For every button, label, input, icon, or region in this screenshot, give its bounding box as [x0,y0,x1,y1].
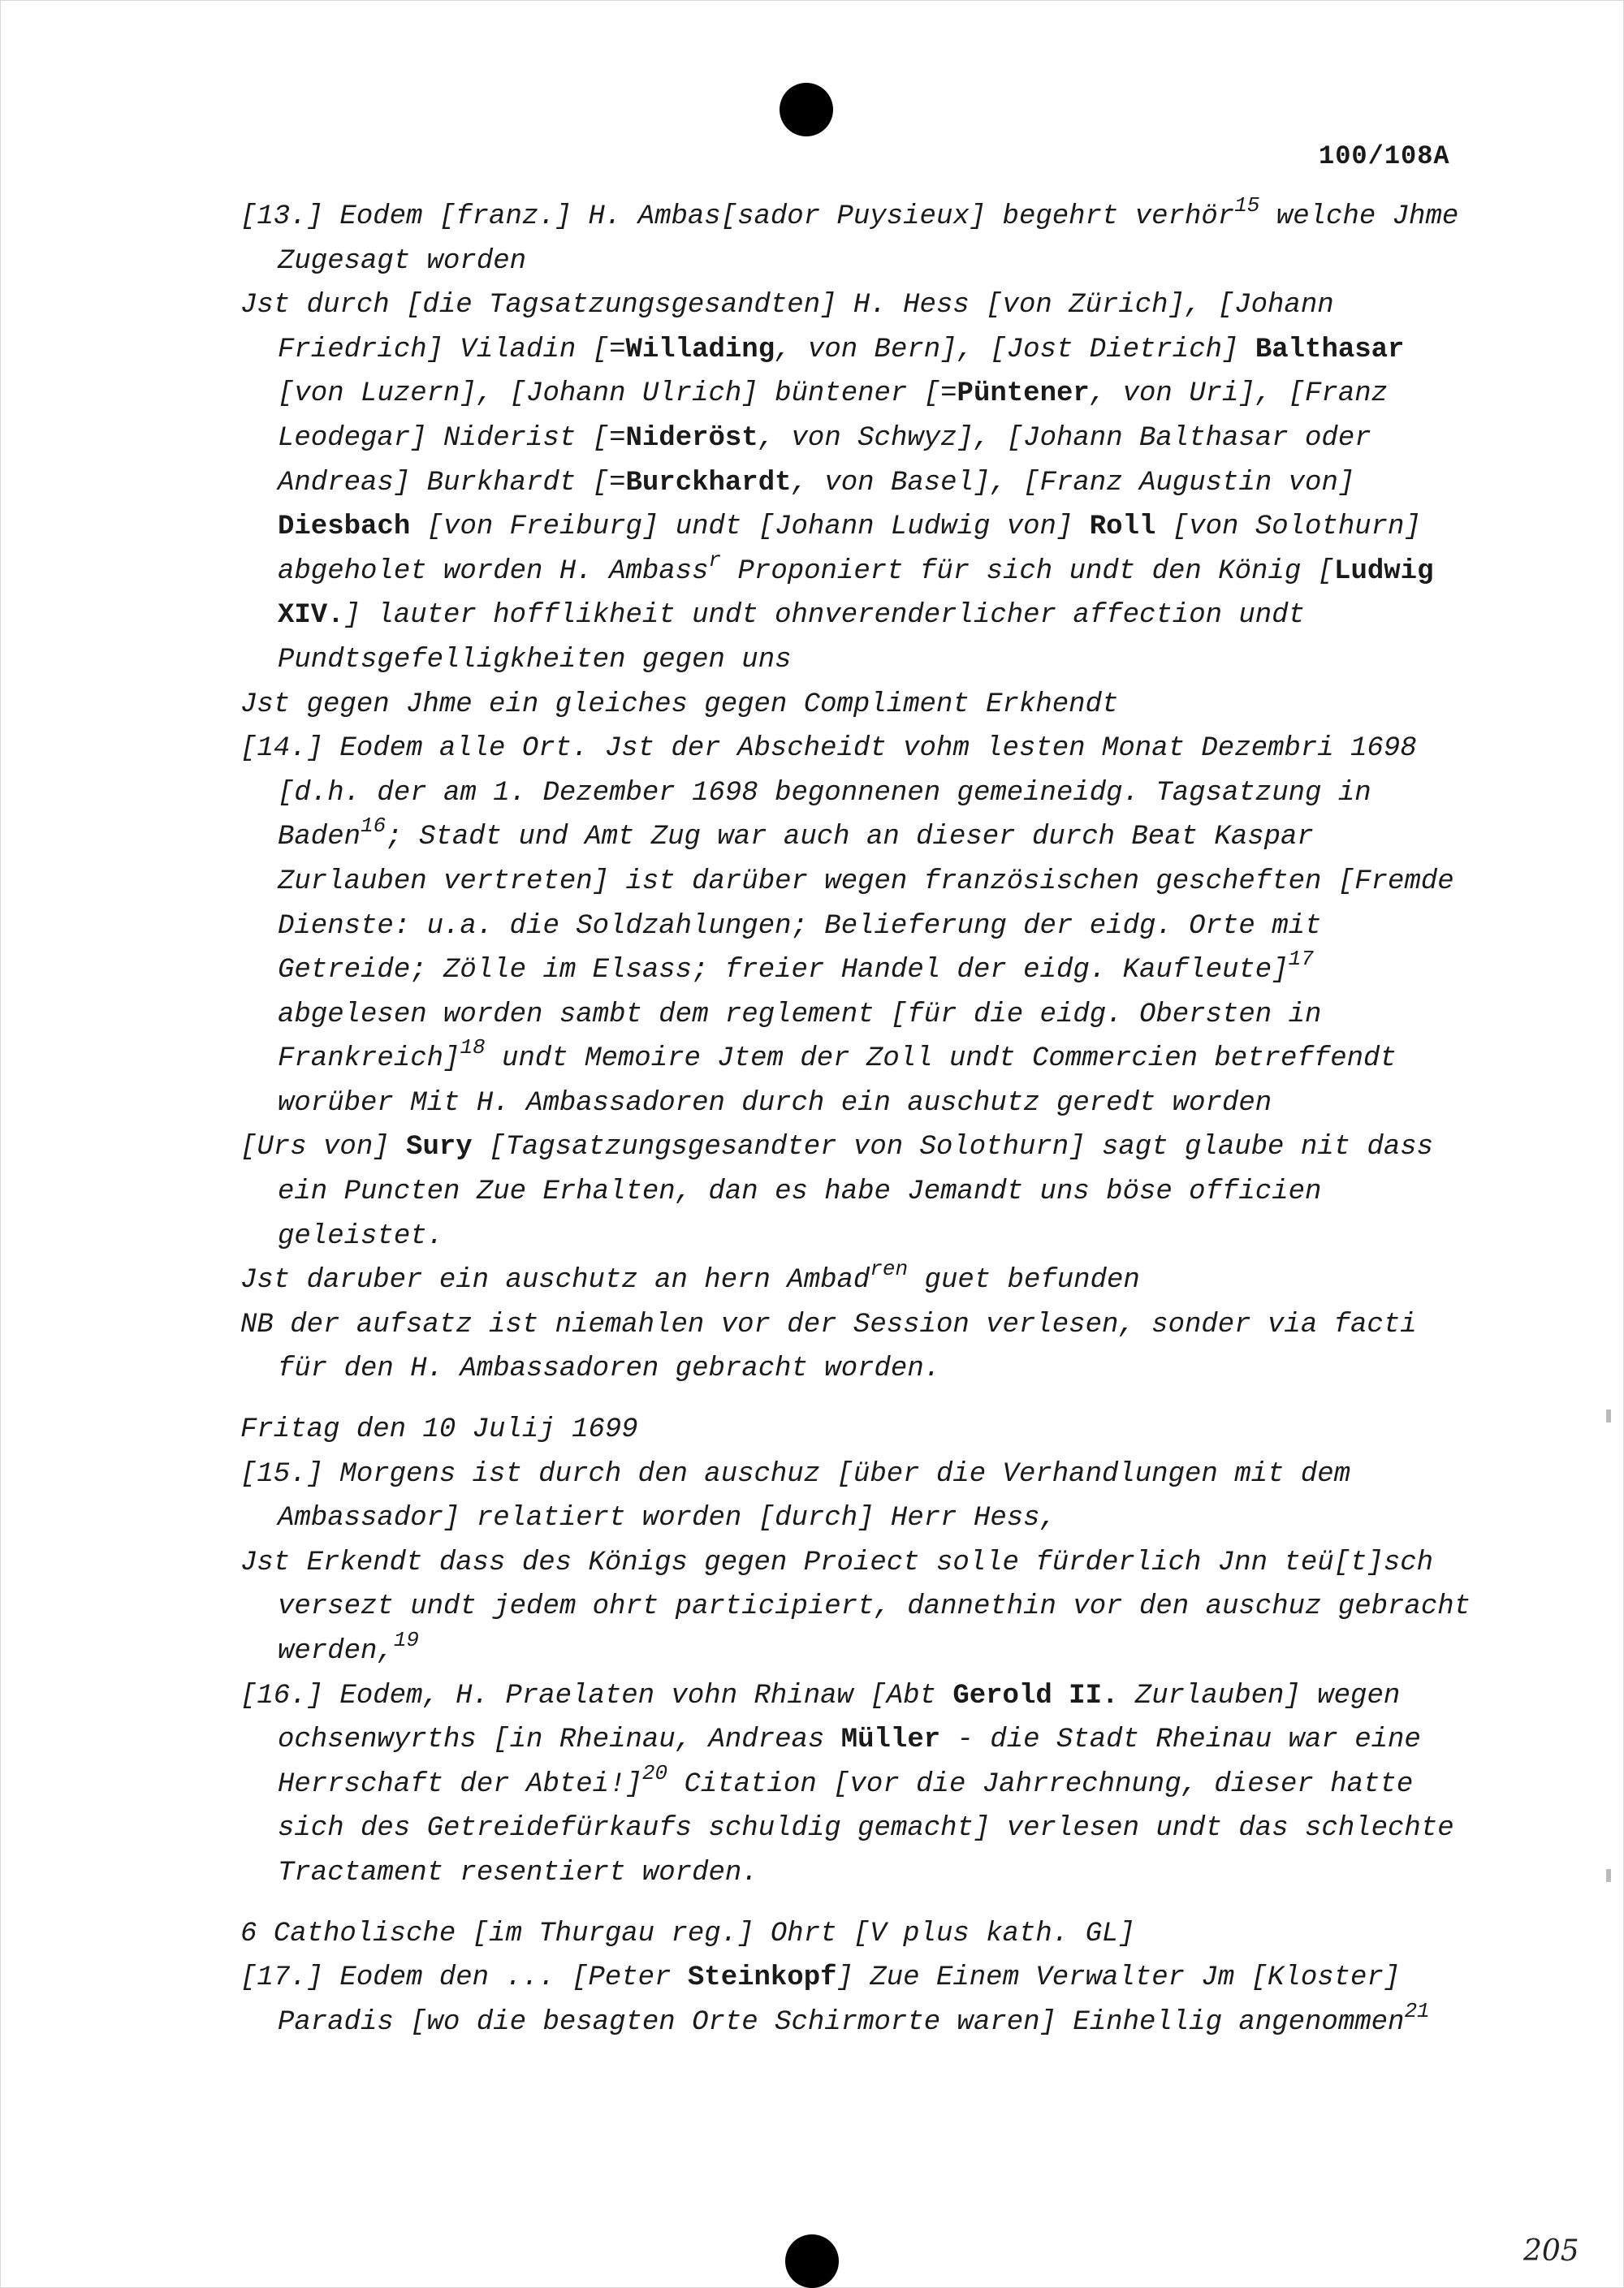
punch-hole-top [780,83,833,136]
name-bold: Balthasar [1255,334,1405,365]
paragraph: [16.] Eodem, H. Praelaten vohn Rhinaw [Abt Gerold II. Zurlauben] wegen ochsenwyrths [in Rheinau, Andreas Müller - die Stadt Rheinau war eine Herrschaft der Abtei!]$^{20}$ Citation [vor die Jahrrechnung, dieser hatte sich des Getreidefürkaufs schuldig gemacht] verlesen undt das schlechte Tractament resentiert worden. [240,1680,1454,1889]
paragraph: Jst gegen Jhme ein gleiches gegen Compliment Erkhendt [240,689,1119,720]
document-body [240,195,1475,2044]
paragraph: Jst durch [die Tagsatzungsgesandten] H. Hess [von Zürich], [Johann Friedrich] Viladin [=Willading, von Bern], [Jost Dietrich] Balthasar [von Luzern], [Johann Ulrich] büntener [=Püntener, von Uri], [Franz Leodegar] Niderist [=Nideröst, von Schwyz], [Johann Balthasar oder Andreas] Burkhardt [=Burckhardt, von Basel], [Franz Augustin von] Diesbach [von Freiburg] undt [Johann Ludwig von] Roll [von Solothurn] abgeholet worden H. Ambass$^r$ Proponiert für sich undt den König [Ludwig XIV.] lauter hofflikheit undt ohnverenderlicher affection undt Pundtsgefelligkheiten gegen uns [240,290,1434,676]
footnote-ref: 15 [1234,193,1260,218]
entry-16 [240,1674,1475,1896]
name-bold: Sury [406,1132,473,1163]
handwritten-page-number: 205 [1523,2234,1579,2268]
superscript: r [708,547,722,572]
section-heading: 6 Catholische [im Thurgau reg.] Ohrt [V plus kath. GL] [240,1918,1135,1949]
paragraph: [Urs von] Sury [Tagsatzungsgesandter von Solothurn] sagt glaube nit dass ein Puncten Zue Erhalten, dan es habe Jemandt uns böse officien geleistet. [240,1132,1434,1252]
name-bold: Püntener [957,378,1090,410]
name-bold: Nideröst [625,422,758,454]
margin-tick [1606,1869,1611,1882]
punch-hole-bottom [785,2234,839,2288]
paragraph: Jst Erkendt dass des Königs gegen Proiect solle fürderlich Jnn teü[t]sch versezt undt jedem ohrt participiert, dannethin vor den auschuz gebracht werden,$^{19}$ [240,1547,1471,1667]
paragraph: NB der aufsatz ist niemahlen vor der Session verlesen, sonder via facti für den H. Ambassadoren gebracht worden. [240,1309,1417,1385]
paragraph: [15.] Morgens ist durch den auschuz [über die Verhandlungen mit dem Ambassador] relatiert worden [durch] Herr Hess, [240,1458,1351,1535]
paragraph: [14.] Eodem alle Ort. Jst der Abscheidt vohm lesten Monat Dezembri 1698 [d.h. der am 1. Dezember 1698 begonnenen gemeineidg. Tagsatzung in Baden$^{16}$; Stadt und Amt Zug war auch an dieser durch Beat Kaspar Zurlauben vertreten] ist darüber wegen französischen gescheften [Fremde Dienste: u.a. die Soldzahlungen; Belieferung der eidg. Orte mit Getreide; Zölle im Elsass; freier Handel der eidg. Kaufleute]$^{17}$ abgelesen worden sambt dem reglement [für die eidg. Obersten in Frankreich]$^{18}$ undt Memoire Jtem der Zoll undt Commercien betreffendt worüber Mit H. Ambassadoren durch ein auschutz geredt worden [240,733,1454,1119]
name-bold: Burckhardt [625,467,792,499]
name-bold: Roll [1089,512,1156,543]
paragraph: [17.] Eodem den ... [Peter Steinkopf] Zue Einem Verwalter Jm [Kloster] Paradis [wo die besagten Orte Schirmorte waren] Einhellig angenommen$^{21}$ [240,1962,1430,2038]
margin-tick [1606,1409,1611,1422]
name-bold: Diesbach [278,512,411,543]
entry-14 [240,727,1475,1392]
footnote-ref: 19 [393,1628,420,1652]
name-bold: Steinkopf [687,1962,837,1994]
name-bold: Müller [840,1725,941,1756]
name-bold: Willading [625,334,775,365]
name-bold: Ludwig XIV. [278,555,1434,632]
footnote-ref: 18 [460,1035,486,1060]
page-identifier: 100/108A [1319,141,1450,171]
date-heading: Fritag den 10 Julij 1699 [240,1414,638,1446]
entry-17 [240,1956,1475,2044]
footnote-ref: 21 [1404,1998,1430,2023]
footnote-ref: 16 [361,814,387,839]
entry-13 [240,195,1475,727]
paragraph: [13.] Eodem [franz.] H. Ambas[sador Puysieux] begehrt verhör$^{15}$ welche Jhme Zugesagt worden [240,193,1459,277]
footnote-ref: 17 [1288,947,1314,972]
name-bold: Gerold II. [952,1680,1119,1712]
paragraph: Jst daruber ein auschutz an hern Ambad$^{ren}$ guet befunden [240,1257,1140,1297]
footnote-ref: 20 [641,1760,668,1785]
entry-15 [240,1453,1475,1674]
superscript: ren [870,1257,909,1282]
